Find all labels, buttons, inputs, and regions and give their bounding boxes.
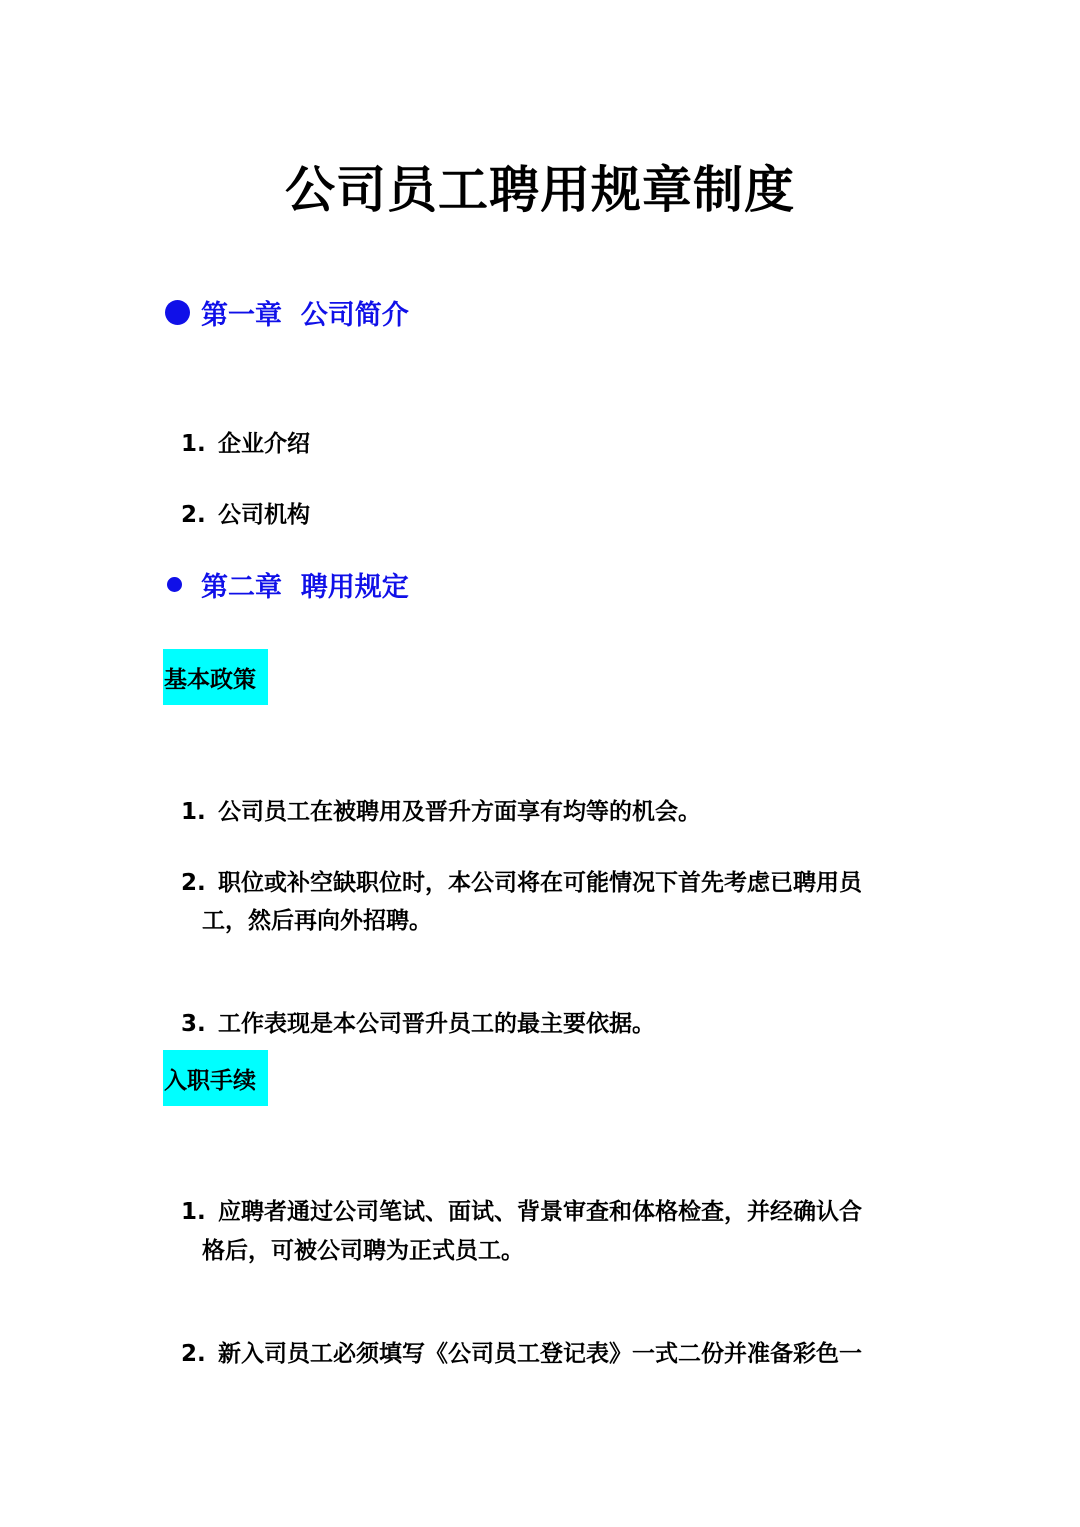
bullet-dot-icon <box>167 577 182 592</box>
list-item <box>165 1164 862 1228</box>
list-item-continuation: 格后，可被公司聘为正式员工。 <box>202 1238 524 1264</box>
list-item <box>165 396 310 460</box>
chapter-title: 第一章 公司简介 <box>201 299 409 331</box>
list-item <box>165 835 862 899</box>
chapter-heading-2 <box>165 564 409 604</box>
bullet-dot-icon <box>165 300 190 325</box>
list-text: 职位或补空缺职位时，本公司将在可能情况下首先考虑已聘用员 <box>218 870 863 896</box>
list-number: 2. <box>181 1341 206 1367</box>
list-item <box>165 1306 862 1370</box>
list-number: 1. <box>181 1199 206 1225</box>
list-item <box>165 764 701 828</box>
list-item <box>165 976 655 1040</box>
list-text: 应聘者通过公司笔试、面试、背景审查和体格检查，并经确认合 <box>218 1199 863 1225</box>
list-number: 2. <box>181 502 206 528</box>
chapter-heading-1 <box>165 292 409 332</box>
list-text: 公司机构 <box>218 502 311 528</box>
list-number: 1. <box>181 799 206 825</box>
list-text: 工作表现是本公司晋升员工的最主要依据。 <box>218 1011 656 1037</box>
list-number: 2. <box>181 870 206 896</box>
list-number: 1. <box>181 431 206 457</box>
section-heading-basic-policy: 基本政策 <box>163 649 268 705</box>
list-number: 3. <box>181 1011 206 1037</box>
list-item <box>165 467 310 531</box>
list-text: 新入司员工必须填写《公司员工登记表》一式二份并准备彩色一 <box>218 1341 863 1367</box>
chapter-title: 第二章 聘用规定 <box>201 571 409 603</box>
list-text: 企业介绍 <box>218 431 311 457</box>
list-text: 公司员工在被聘用及晋升方面享有均等的机会。 <box>218 799 702 825</box>
document-title: 公司员工聘用规章制度 <box>285 161 795 219</box>
list-item-continuation: 工，然后再向外招聘。 <box>202 908 432 934</box>
section-heading-onboarding: 入职手续 <box>163 1050 268 1106</box>
